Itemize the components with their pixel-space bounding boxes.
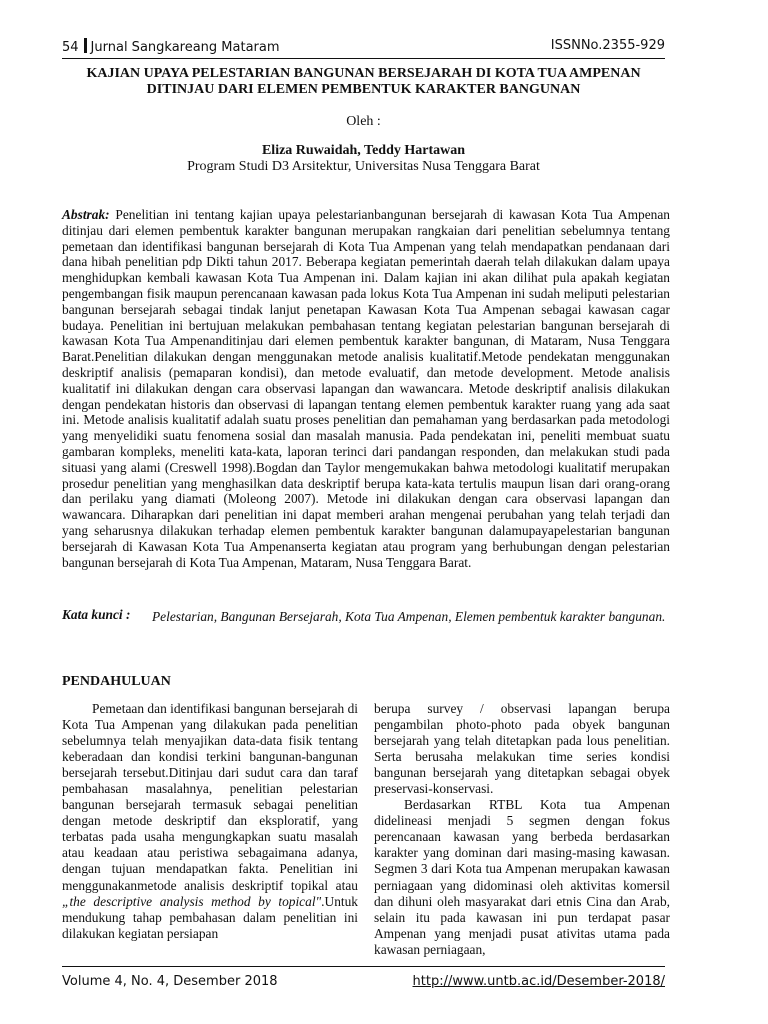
- author-affiliation: Program Studi D3 Arsitektur, Universitas Nusa Tenggara Barat: [187, 159, 540, 174]
- keywords-text: Pelestarian, Bangunan Bersejarah, Kota Tua Ampenan, Elemen pembentuk karakter bangunan.: [152, 609, 666, 624]
- italic-quote: „the descriptive analysis method by topical": [62, 893, 322, 909]
- paragraph: [62, 701, 358, 942]
- section-heading: PENDAHULUAN: [62, 674, 171, 689]
- journal-name: Jurnal Sangkareang Mataram: [90, 40, 280, 55]
- abstract-label: Abstrak:: [62, 207, 110, 222]
- header-separator-bar: [84, 38, 87, 53]
- paragraph-text-cont: .Untuk mendukung tahap pembahasan dalam penelitian ini dilakukan kegiatan persiapan: [62, 893, 358, 941]
- body-column-right: [374, 701, 670, 958]
- page-number: 54: [62, 40, 79, 55]
- header-left: [62, 38, 280, 55]
- paper-title: [62, 66, 665, 98]
- issn-label: ISSNNo.2355-929: [550, 38, 665, 53]
- abstract-text: Penelitian ini tentang kajian upaya pelestarianbangunan bersejarah di kawasan Kota Tua Ampenan ditinjau dari elemen pembentuk karakter bangunan merupakan rangkaian dari penelitian sebelumnya tentang pemetaan dan identifikasi bangunan bersejarah di Kota Tua Ampenan yang telah mendapatkan pendanaan dari dana hibah penelitian pdp Dikti tahun 2017. Beberapa kegiatan pemerintah daerah telah dilakukan dalam upaya menghidupkan kembali kawasan Kota Tua Ampenan ini. Dalam kajian ini akan dilihat pula apakah kegiatan pengembangan fisik maupun perencanaan kawasan pada lokus Kota Tua Ampenan ini sudah meliputi pelestarian bangunan bersejarah sebagai tindak lanjut penetapan Kawasan Kota Tua Ampenan sebagai kawasan cagar budaya. Penelitian ini bertujuan melakukan pembahasan tentang kegiatan pelestarian bangunan bersejarah di kawasan Kota Tua Ampenanditinjau dari elemen pembentuk karakter bangunan, di Mataram, Nusa Tenggara Barat.Penelitian dilakukan dengan menggunakan metode analisis kualitatif.Metode pendekatan menggunakan deskriptif analisis (pemaparan kondisi), dan metode evaluatif, dan metode development. Metode analisis kualitatif ini dilakukan dengan cara observasi lapangan dan wawancara. Metode deskriptif analisis dilakukan dengan pendekatan historis dan observasi di lapangan tentang elemen pembentuk karakter ruang yang ada saat ini. Metode analisis kualitatif adalah suatu proses penelitian dan pemahaman yang berdasarkan pada metodologi yang menyelidiki suatu fenomena sosial dan masalah manusia. Pada pendekatan ini, peneliti membuat suatu gambaran kompleks, meneliti kata-kata, laporan terinci dari pandangan responden, dan melakukan studi pada situasi yang alami (Creswell 1998).Bogdan dan Taylor mengemukakan bahwa metodologi kualitatif merupakan prosedur penelitian yang menghasilkan data deskriptif berupa kata-kata tertulis maupun lisan dari orang-orang dan perilaku yang diamati (Moleong 2007). Metode ini dilakukan dengan cara observasi lapangan dan wawancara. Diharapkan dari penelitian ini dapat memberi arahan mengenai perubahan yang telah terjadi dan yang seharusnya dilakukan terhadap elemen pembentuk karakter bangunan dalamupayapelestarian bangunan bersejarah di Kawasan Kota Tua Ampenanserta kegiatan atau program yang berhubungan dengan pelestarian bangunan bersejarah di Kota Tua Ampenan, Mataram, Nusa Tenggara Barat.: [62, 207, 670, 570]
- title-line-2: DITINJAU DARI ELEMEN PEMBENTUK KARAKTER BANGUNAN: [146, 82, 581, 97]
- paragraph: berupa survey / observasi lapangan berupa pengambilan photo-photo pada obyek bangunan bersejarah yang telah ditetapkan pada lous penelitian. Serta berusaha melakukan time series kondisi bangunan bersejarah yang ditetapkan sebagai obyek preservasi-konservasi.: [374, 701, 670, 797]
- footer-url-link[interactable]: http://www.untb.ac.id/Desember-2018/: [412, 974, 665, 989]
- abstract: [62, 207, 670, 570]
- paragraph-text: Pemetaan dan identifikasi bangunan bersejarah di Kota Tua Ampenan yang dilakukan pada penelitian sebelumnya telah menyajikan data-data fisik tentang keberadaan dan kondisi terkini bangunan-bangunan bersejarah tersebut.Ditinjau dari sudut cara dan taraf pembahasan masalahnya, penelitian pelestarian bangunan bersejarah termasuk sebagai penelitian dengan metode deskriptif dan eksploratif, yang terbatas pada usaha mengungkapkan suatu masalah atau keadaan atau peristiwa sebagaimana adanya, dengan tujuan mendapatkan fakta. Penelitian ini menggunakanmetode analisis deskriptif topikal atau: [62, 701, 358, 893]
- author-names: Eliza Ruwaidah, Teddy Hartawan: [261, 143, 466, 158]
- oleh-label: Oleh :: [346, 114, 381, 129]
- volume-info: Volume 4, No. 4, Desember 2018: [62, 974, 278, 989]
- keywords-label: Kata kunci :: [62, 607, 131, 622]
- paragraph: Berdasarkan RTBL Kota tua Ampenan didelineasi menjadi 5 segmen dengan fokus perencanaan kawasan yang berbeda berdasarkan karakter yang dominan dari masing-masing kawasan. Segmen 3 dari Kota tua Ampenan merupakan kawasan perniagaan yang didominasi oleh aktivitas komersil dan dihuni oleh masyarakat dari etnis Cina dan Arab, selain itu pada kawasan ini pun terdapat pasar Ampenan yang menjadi pusat ativitas utama pada kawasan perniagaan,: [374, 797, 670, 957]
- title-line-1: KAJIAN UPAYA PELESTARIAN BANGUNAN BERSEJARAH DI KOTA TUA AMPENAN: [86, 66, 641, 81]
- header-rule: [62, 58, 665, 59]
- running-header: [62, 36, 665, 58]
- footer-rule: [62, 966, 665, 967]
- body-column-left: [62, 701, 358, 942]
